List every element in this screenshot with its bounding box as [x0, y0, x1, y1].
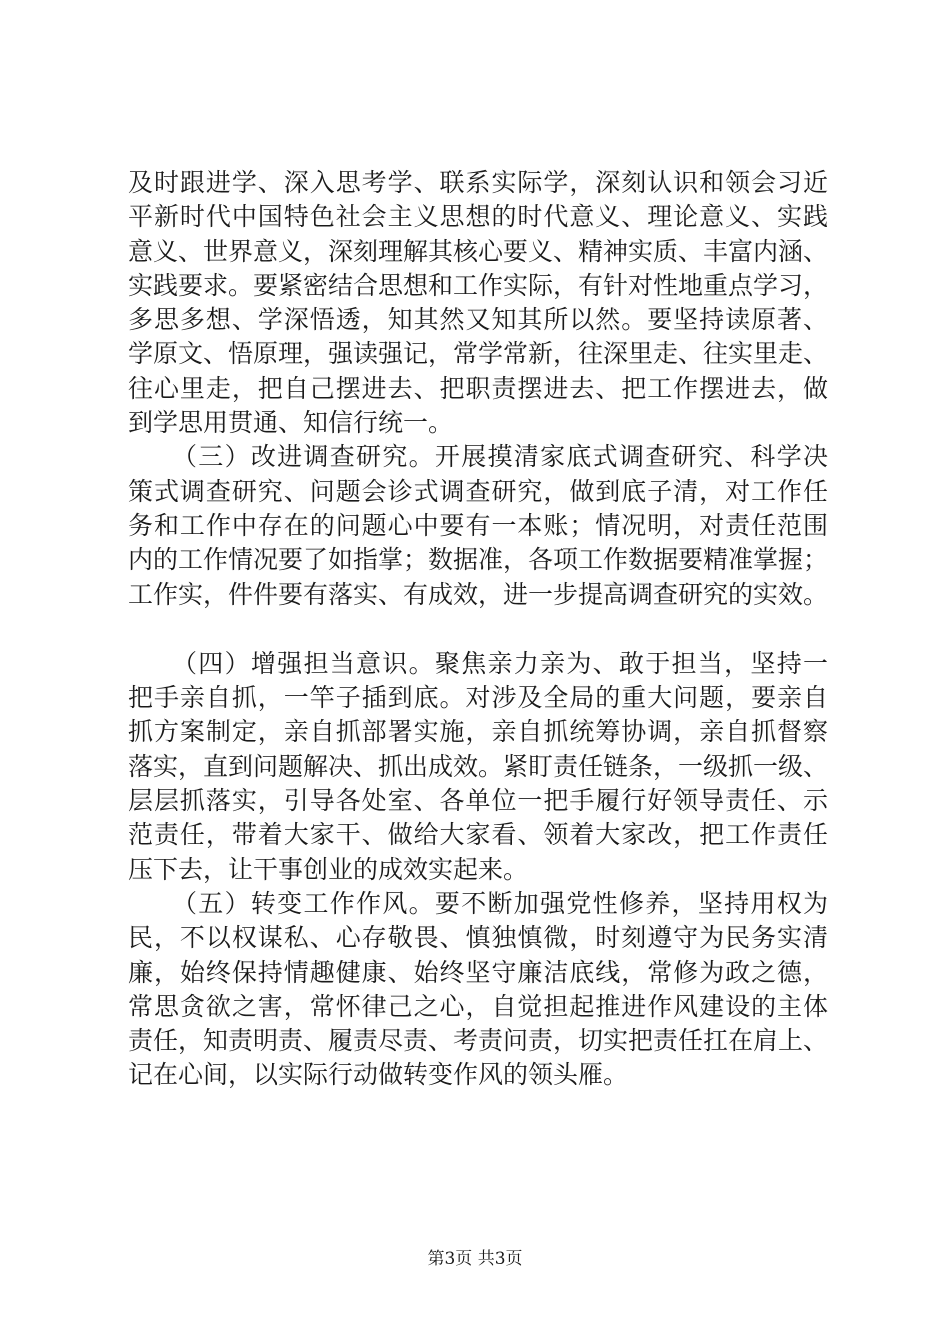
- paragraph-study-continuation: [128, 166, 828, 440]
- page-footer: 第3页 共3页: [427, 1249, 523, 1269]
- text-line: 往心里走，把自己摆进去、把职责摆进去、把工作摆进去，做: [128, 373, 828, 403]
- text-line: 多思多想、学深悟透，知其然又知其所以然。要坚持读原著、: [128, 305, 828, 335]
- text-line: 记在心间，以实际行动做转变作风的领头雁。: [128, 1060, 629, 1090]
- text-line: 民，不以权谋私、心存敬畏、慎独慎微，时刻遵守为民务实清: [128, 923, 828, 953]
- document-body: [128, 166, 828, 1093]
- text-line: 范责任，带着大家干、做给大家看、领着大家改，把工作责任: [128, 820, 828, 850]
- text-line: 务和工作中存在的问题心中要有一本账；情况明，对责任范围: [128, 510, 828, 540]
- text-line: 及时跟进学、深入思考学、联系实际学，深刻认识和领会习近: [128, 168, 828, 197]
- paragraph-section-5: [128, 887, 828, 1093]
- paragraph-section-4: [128, 647, 828, 887]
- text-line: 学原文、悟原理，强读强记，常学常新，往深里走、往实里走、: [128, 339, 829, 369]
- text-line: 意义、世界意义，深刻理解其核心要义、精神实质、丰富内涵、: [128, 236, 829, 266]
- text-line: 平新时代中国特色社会主义思想的时代意义、理论意义、实践: [128, 202, 828, 232]
- text-line: （五）转变工作作风。要不断加强党性修养，坚持用权为: [172, 888, 828, 918]
- text-line: 责任，知责明责、履责尽责、考责问责，切实把责任扛在肩上、: [128, 1026, 829, 1056]
- text-line: 落实，直到问题解决、抓出成效。紧盯责任链条，一级抓一级、: [128, 751, 829, 781]
- text-line: 常思贪欲之害，常怀律己之心，自觉担起推进作风建设的主体: [128, 991, 828, 1021]
- text-line: （三）改进调查研究。开展摸清家底式调查研究、科学决: [172, 442, 828, 472]
- text-line: 到学思用贯通、知信行统一。: [128, 408, 454, 438]
- paragraph-section-3: [128, 440, 828, 611]
- text-line: 实践要求。要紧密结合思想和工作实际，有针对性地重点学习，: [128, 270, 829, 300]
- text-line: 压下去，让干事创业的成效实起来。: [128, 854, 529, 884]
- text-line: 工作实，件件要有落实、有成效，进一步提高调查研究的实效。: [128, 579, 829, 609]
- text-line: 抓方案制定，亲自抓部署实施，亲自抓统筹协调，亲自抓督察: [128, 717, 828, 747]
- text-line: （四）增强担当意识。聚焦亲力亲为、敢于担当，坚持一: [172, 648, 828, 678]
- text-line: 内的工作情况要了如指掌；数据准，各项工作数据要精准掌握；: [128, 545, 829, 575]
- text-line: 层层抓落实，引导各处室、各单位一把手履行好领导责任、示: [128, 786, 828, 816]
- text-line: 廉，始终保持情趣健康、始终坚守廉洁底线，常修为政之德，: [128, 957, 828, 987]
- paragraph-gap: [128, 612, 828, 647]
- text-line: 把手亲自抓，一竿子插到底。对涉及全局的重大问题，要亲自: [128, 683, 828, 713]
- text-line: 策式调查研究、问题会诊式调查研究，做到底子清，对工作任: [128, 476, 828, 506]
